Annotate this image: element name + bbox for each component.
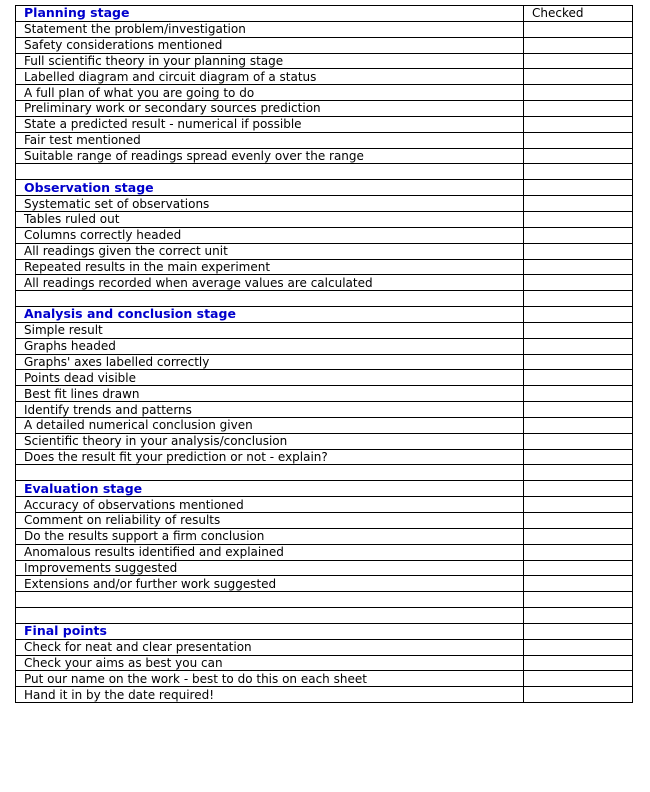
checklist-row	[16, 227, 633, 243]
checklist-row	[16, 211, 633, 227]
checklist-row	[16, 544, 633, 560]
checklist-item-label: Do the results support a firm conclusion	[16, 528, 524, 544]
checked-cell[interactable]	[524, 402, 633, 418]
checked-cell[interactable]	[524, 639, 633, 655]
checked-cell[interactable]	[524, 417, 633, 433]
checked-cell[interactable]	[524, 164, 633, 180]
checklist-row	[16, 513, 633, 529]
checked-cell[interactable]	[524, 322, 633, 338]
checked-cell[interactable]	[524, 291, 633, 307]
checked-cell[interactable]	[524, 370, 633, 386]
checked-cell[interactable]	[524, 69, 633, 85]
checked-cell[interactable]	[524, 354, 633, 370]
section-title: Final points	[16, 623, 524, 639]
checked-cell[interactable]	[524, 449, 633, 465]
checked-cell[interactable]	[524, 211, 633, 227]
checked-cell[interactable]	[524, 671, 633, 687]
checklist-item-label: Columns correctly headed	[16, 227, 524, 243]
section-header-row	[16, 623, 633, 639]
checklist-item-label: Accuracy of observations mentioned	[16, 497, 524, 513]
blank-cell[interactable]	[16, 164, 524, 180]
checklist-row	[16, 528, 633, 544]
checked-cell[interactable]	[524, 101, 633, 117]
checklist-item-label: State a predicted result - numerical if possible	[16, 116, 524, 132]
checklist-row	[16, 196, 633, 212]
checked-cell[interactable]	[524, 655, 633, 671]
checklist-row	[16, 449, 633, 465]
checklist-row	[16, 275, 633, 291]
checklist-row	[16, 85, 633, 101]
checklist-row	[16, 322, 633, 338]
checklist-row	[16, 433, 633, 449]
checklist-item-label: Check for neat and clear presentation	[16, 639, 524, 655]
checklist-item-label: Suitable range of readings spread evenly over the range	[16, 148, 524, 164]
checked-cell[interactable]	[524, 37, 633, 53]
checklist-item-label: Statement the problem/investigation	[16, 21, 524, 37]
section-header-row	[16, 180, 633, 196]
blank-row	[16, 291, 633, 307]
checklist-item-label: Hand it in by the date required!	[16, 687, 524, 703]
checked-cell[interactable]	[524, 576, 633, 592]
checklist-item-label: Safety considerations mentioned	[16, 37, 524, 53]
checked-cell[interactable]	[524, 53, 633, 69]
checked-cell[interactable]	[524, 544, 633, 560]
checked-cell[interactable]	[524, 513, 633, 529]
section-title: Observation stage	[16, 180, 524, 196]
checklist-item-label: A full pIan of what you are going to do	[16, 85, 524, 101]
checked-column-header: Checked	[524, 6, 633, 22]
checklist-row	[16, 497, 633, 513]
checked-cell[interactable]	[524, 180, 633, 196]
checklist-row	[16, 338, 633, 354]
checklist-row	[16, 417, 633, 433]
blank-cell[interactable]	[16, 291, 524, 307]
checklist-item-label: Extensions and/or further work suggested	[16, 576, 524, 592]
checked-cell[interactable]	[524, 481, 633, 497]
checked-cell[interactable]	[524, 148, 633, 164]
blank-row	[16, 465, 633, 481]
blank-row	[16, 164, 633, 180]
checked-cell[interactable]	[524, 132, 633, 148]
checklist-item-label: Put our name on the work - best to do this on each sheet	[16, 671, 524, 687]
checklist-item-label: Full scientific theory in your planning stage	[16, 53, 524, 69]
checklist-row	[16, 576, 633, 592]
checked-cell[interactable]	[524, 259, 633, 275]
checklist-item-label: Tables ruled out	[16, 211, 524, 227]
checklist-row	[16, 560, 633, 576]
checklist-row	[16, 132, 633, 148]
checked-cell[interactable]	[524, 623, 633, 639]
blank-cell[interactable]	[16, 592, 524, 608]
checklist-item-label: Simple result	[16, 322, 524, 338]
checklist-item-label: All readings given the correct unit	[16, 243, 524, 259]
checked-cell[interactable]	[524, 21, 633, 37]
checklist-row	[16, 243, 633, 259]
checked-cell[interactable]	[524, 497, 633, 513]
checked-cell[interactable]	[524, 243, 633, 259]
checklist-item-label: Anomalous results identified and explained	[16, 544, 524, 560]
checklist-item-label: Comment on reliability of results	[16, 513, 524, 529]
checked-cell[interactable]	[524, 196, 633, 212]
checklist-item-label: Scientific theory in your analysis/conclusion	[16, 433, 524, 449]
checked-cell[interactable]	[524, 386, 633, 402]
checklist-body	[16, 6, 633, 703]
checklist-item-label: Labelled diagram and circuit diagram of a status	[16, 69, 524, 85]
checked-cell[interactable]	[524, 433, 633, 449]
checklist-item-label: Best fit lines drawn	[16, 386, 524, 402]
checklist-item-label: Check your aims as best you can	[16, 655, 524, 671]
checklist-row	[16, 687, 633, 703]
checklist-item-label: Identify trends and patterns	[16, 402, 524, 418]
checklist-item-label: Graphs' axes labelled correctly	[16, 354, 524, 370]
checklist-row	[16, 402, 633, 418]
blank-cell[interactable]	[16, 608, 524, 624]
checklist-row	[16, 69, 633, 85]
section-header-row	[16, 481, 633, 497]
checked-cell[interactable]	[524, 307, 633, 323]
checklist-item-label: Improvements suggested	[16, 560, 524, 576]
checked-cell[interactable]	[524, 227, 633, 243]
checklist-item-label: Fair test mentioned	[16, 132, 524, 148]
checked-cell[interactable]	[524, 275, 633, 291]
checked-cell[interactable]	[524, 116, 633, 132]
checked-cell[interactable]	[524, 338, 633, 354]
checklist-item-label: All readings recorded when average values are calculated	[16, 275, 524, 291]
checklist-row	[16, 354, 633, 370]
checked-cell[interactable]	[524, 608, 633, 624]
checklist-row	[16, 53, 633, 69]
checklist-row	[16, 116, 633, 132]
checklist-row	[16, 21, 633, 37]
checklist-row	[16, 101, 633, 117]
checklist-row	[16, 655, 633, 671]
checklist-row	[16, 259, 633, 275]
checklist-item-label: Repeated results in the main experiment	[16, 259, 524, 275]
checklist-row	[16, 37, 633, 53]
section-title: Analysis and conclusion stage	[16, 307, 524, 323]
section-title: Planning stage	[16, 6, 524, 22]
checked-cell[interactable]	[524, 592, 633, 608]
checklist-row	[16, 386, 633, 402]
checklist-row	[16, 639, 633, 655]
checklist-item-label: A detailed numerical conclusion given	[16, 417, 524, 433]
checked-cell[interactable]	[524, 85, 633, 101]
blank-row	[16, 608, 633, 624]
checked-cell[interactable]	[524, 465, 633, 481]
checklist-row	[16, 370, 633, 386]
checklist-table	[15, 5, 633, 703]
checklist-item-label: Systematic set of observations	[16, 196, 524, 212]
checked-cell[interactable]	[524, 687, 633, 703]
blank-cell[interactable]	[16, 465, 524, 481]
blank-row	[16, 592, 633, 608]
checked-cell[interactable]	[524, 528, 633, 544]
checklist-item-label: Graphs headed	[16, 338, 524, 354]
section-header-row	[16, 307, 633, 323]
checked-cell[interactable]	[524, 560, 633, 576]
checklist-item-label: Points dead visible	[16, 370, 524, 386]
section-title: Evaluation stage	[16, 481, 524, 497]
checklist-row	[16, 148, 633, 164]
checklist-row	[16, 671, 633, 687]
section-header-row	[16, 6, 633, 22]
checklist-item-label: Preliminary work or secondary sources prediction	[16, 101, 524, 117]
checklist-item-label: Does the result fit your prediction or not - explain?	[16, 449, 524, 465]
